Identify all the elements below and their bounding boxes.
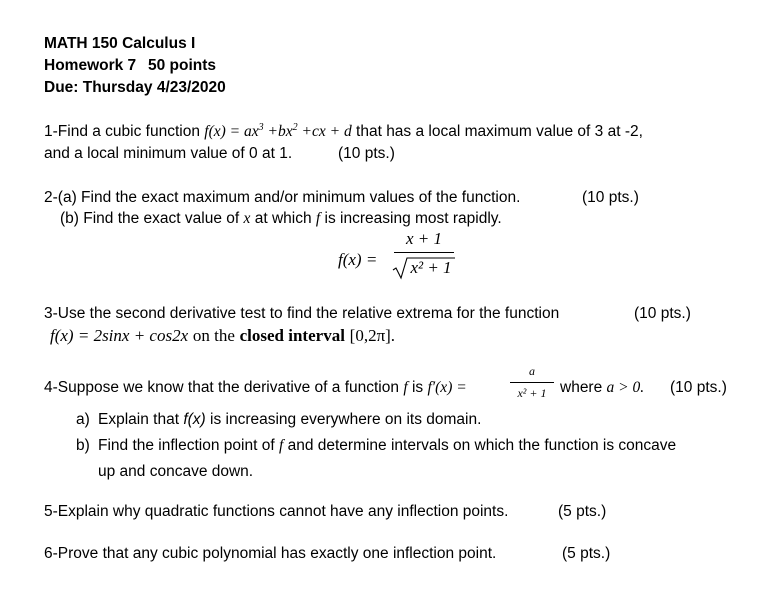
q3-formula-line: f(x) = 2sinx + cos2x on the closed interval [0,2π].: [50, 326, 396, 345]
q4-numerator: a: [529, 364, 535, 378]
q5-points: (5 pts.): [558, 503, 607, 520]
q3-formula: f(x) = 2sinx + cos2x: [50, 326, 189, 345]
homework-number: Homework 7: [44, 57, 137, 74]
homework-points: 50 points: [148, 57, 217, 74]
q3-text: 3-Use the second derivative test to find the relative extrema for the function: [44, 305, 560, 322]
course-title: MATH 150 Calculus I: [44, 35, 196, 52]
q2-denominator: x² + 1: [410, 258, 452, 277]
q1-prefix: 1-Find a cubic function: [44, 123, 200, 140]
due-date: Due: Thursday 4/23/2020: [44, 79, 226, 96]
q2a-points: (10 pts.): [582, 189, 639, 206]
q1-function-expression: $f(x) = ax^3 +bx^2 +cx + d$: [204, 122, 352, 140]
q4-points: (10 pts.): [670, 379, 727, 396]
q4b-label: b): [76, 437, 90, 454]
q2b-text: (b) Find the exact value of x at which f is increasing most rapidly.: [60, 210, 502, 227]
q2-numerator: x + 1: [405, 229, 443, 248]
q1-line1: [44, 122, 643, 142]
q1-points: (10 pts.): [338, 145, 395, 162]
q2a-text: 2-(a) Find the exact maximum and/or minimum values of the function.: [44, 189, 521, 206]
q4-fraction-bar: [510, 382, 554, 383]
q6-points: (5 pts.): [562, 545, 611, 562]
q4b-text-line2: up and concave down.: [98, 463, 254, 480]
q4b-text: Find the inflection point of f and determine intervals on which the function is concave: [98, 437, 677, 454]
q4-prefix: 4-Suppose we know that the derivative of a function f is f′(x) =: [44, 379, 467, 396]
q1-line2: and a local minimum value of 0 at 1.: [44, 145, 293, 162]
q5-text: 5-Explain why quadratic functions cannot have any inflection points.: [44, 503, 509, 520]
q1-mid: that has a local maximum value of 3 at -2,: [356, 123, 643, 140]
q4-condition: where a > 0.: [560, 379, 645, 396]
q2-fraction-bar: [394, 252, 454, 253]
q3-interval: [0,2π].: [349, 326, 396, 345]
q3-points: (10 pts.): [634, 305, 691, 322]
q4-denominator: x² + 1: [517, 386, 547, 400]
q6-text: 6-Prove that any cubic polynomial has exactly one inflection point.: [44, 545, 497, 562]
q3-closed-interval: closed interval: [239, 326, 345, 345]
q4a-text: Explain that f(x) is increasing everywhere on its domain.: [98, 411, 482, 428]
q4a-label: a): [76, 411, 90, 428]
q2-formula-lhs: f(x) =: [338, 250, 378, 269]
